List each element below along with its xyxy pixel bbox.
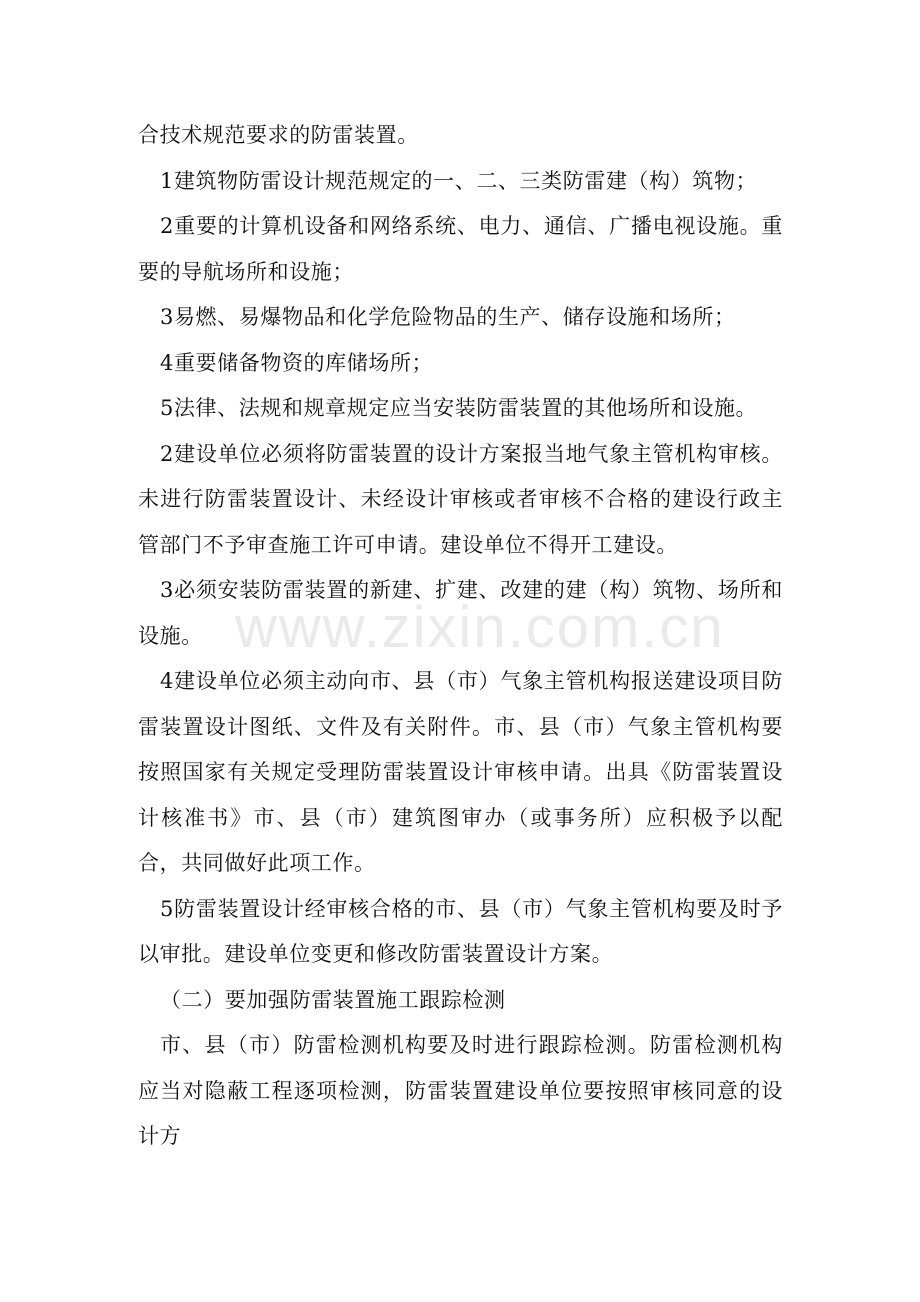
section-heading: （二）要加强防雷装置施工跟踪检测 bbox=[160, 987, 506, 1012]
paragraph-continuation: 合技术规范要求的防雷装置。 bbox=[138, 123, 419, 147]
paragraph-item-5: 5防雷装置设计经审核合格的市、县（市）气象主管机构要及时予以审批。建设单位变更和修改防雷装置设计方案。 bbox=[138, 896, 783, 966]
watermark-text: www.zixin.com.cn bbox=[235, 595, 725, 660]
list-item-5: 5法律、法规和规章规定应当安装防雷装置的其他场所和设施。 bbox=[160, 396, 758, 420]
list-item-3: 3易燃、易爆物品和化学危险物品的生产、储存设施和场所； bbox=[160, 305, 736, 329]
paragraph-item-3: 3必须安装防雷装置的新建、扩建、改建的建（构）筑物、场所和设施。 bbox=[138, 578, 783, 648]
list-item-2: 2重要的计算机设备和网络系统、电力、通信、广播电视设施。重要的导航场所和设施； bbox=[138, 214, 783, 284]
list-item-1: 1建筑物防雷设计规范规定的一、二、三类防雷建（构）筑物； bbox=[160, 168, 758, 193]
document-body bbox=[138, 113, 783, 1160]
paragraph-item-2: 2建设单位必须将防雷装置的设计方案报当地气象主管机构审核。未进行防雷装置设计、未经设计审核或者审核不合格的建设行政主管部门不予审查施工许可申请。建设单位不得开工建设。 bbox=[138, 441, 783, 557]
paragraph-item-4: 4建设单位必须主动向市、县（市）气象主管机构报送建设项目防雷装置设计图纸、文件及有关附件。市、县（市）气象主管机构要按照国家有关规定受理防雷装置设计审核申请。出具《防雷装置设计核准书》市、县（市）建筑图审办（或事务所）应积极予以配合，共同做好此项工作。 bbox=[138, 669, 783, 875]
list-item-4: 4重要储备物资的库储场所； bbox=[160, 350, 434, 375]
paragraph-body: 市、县（市）防雷检测机构要及时进行跟踪检测。防雷检测机构应当对隐蔽工程逐项检测，防雷装置建设单位要按照审核同意的设计方 bbox=[138, 1033, 783, 1148]
